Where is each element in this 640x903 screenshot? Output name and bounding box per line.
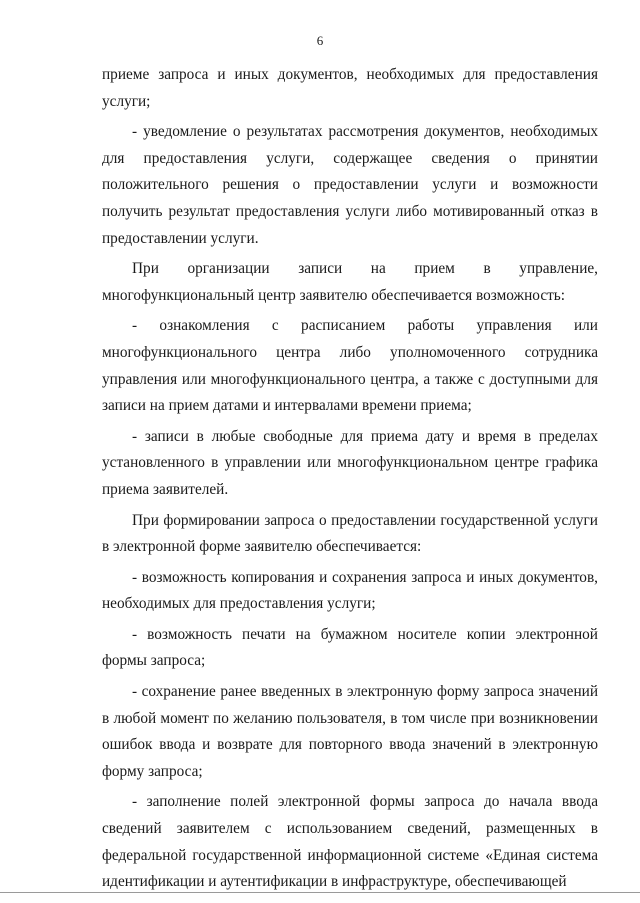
paragraph-free-slot-booking: - записи в любые свободные для приема дату и время в пределах установленного в управлении или многофункциональном центре графика приема заявителей. (102, 427, 598, 498)
paragraph-prefill-fields: - заполнение полей электронной формы запроса до начала ввода сведений заявителем с использованием сведений, размещенных в федеральной государственной информационной системе «Единая система идентификации и аутентификации в инфраструктуре, обеспечивающей (102, 793, 598, 891)
paragraph-schedule-review: - ознакомления с расписанием работы управления или многофункционального центра либо уполномоченного сотрудника управления или многофункционального центра, а также с доступными для записи на прием датами и интервалами времени приема; (102, 317, 598, 415)
paragraph-electronic-request-intro: При формировании запроса о предоставлении государственной услуги в электронной форме заявителю обеспечивается: (102, 511, 598, 556)
paragraph-print-copy: - возможность печати на бумажном носителе копии электронной формы запроса; (102, 625, 598, 670)
paragraph-notification-results: - уведомление о результатах рассмотрения документов, необходимых для предоставления услуги, содержащее сведения о принятии положительного решения о предоставлении услуги и возможности получить результат предоставления услуги либо мотивированный отказ в предоставлении услуги. (102, 123, 598, 247)
paragraph-copy-save: - возможность копирования и сохранения запроса и иных документов, необходимых для предоставления услуги; (102, 568, 598, 613)
paragraph-appointment-intro: При организации записи на прием в управление, многофункциональный центр заявителю обеспечивается возможность: (102, 260, 598, 304)
paragraph-save-values: - сохранение ранее введенных в электронную форму запроса значений в любой момент по желанию пользователя, в том числе при возникновении ошибок ввода и возврате для повторного ввода значений в электронную форму запроса; (102, 683, 598, 780)
page-number: 6 (316, 33, 324, 48)
document-body (102, 62, 598, 896)
page-bottom-rule (0, 892, 640, 893)
paragraph-continuation: приеме запроса и иных документов, необходимых для предоставления услуги; (102, 66, 598, 110)
